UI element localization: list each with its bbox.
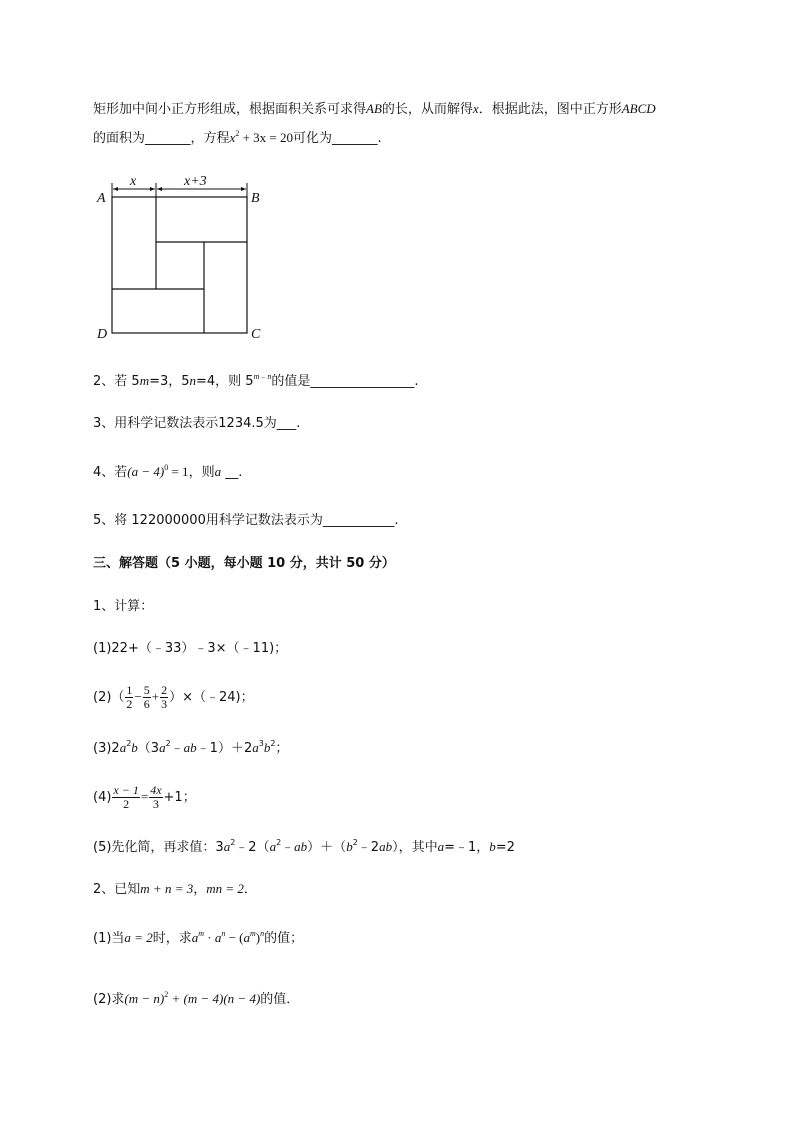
math-expression: + (m − 4)(n − 4) xyxy=(168,991,261,1006)
arrowhead xyxy=(113,187,118,191)
intro-line-1 xyxy=(93,100,656,119)
section-heading: 三、解答题（5 小题，每小题 10 分，共计 50 分） xyxy=(93,556,395,571)
part-text: 的值． xyxy=(260,992,300,1007)
math-ab: ab xyxy=(379,839,393,854)
denominator: 3 xyxy=(161,697,168,711)
math-x: x xyxy=(472,101,479,116)
q2-text: =3，5 xyxy=(149,374,190,389)
label-x: x xyxy=(130,174,137,189)
part-text: 2、已知 xyxy=(93,882,141,897)
part-text: ﹣2 xyxy=(357,840,380,855)
part-text: （3 xyxy=(137,741,160,756)
operator: + xyxy=(151,689,160,704)
math-b: b xyxy=(489,839,496,854)
problem-1-part-2 xyxy=(93,682,254,713)
intro-text: 矩形加中间小正方形组成，根据面积关系可求得 xyxy=(93,102,367,117)
math-condition: m + n = 3 xyxy=(140,881,194,896)
operator: · xyxy=(204,930,215,945)
math-ab: ab xyxy=(183,740,197,755)
math-a: a xyxy=(214,930,222,945)
problem-1-part-3 xyxy=(93,739,288,758)
outer-square xyxy=(112,197,247,333)
operator: − ( xyxy=(225,930,244,945)
exponent: 2 xyxy=(126,739,132,748)
exponent: n xyxy=(260,929,265,938)
part-text: ． xyxy=(243,882,257,897)
question-5: 5、将 122000000用科学记数法表示为___________. xyxy=(93,513,399,528)
part-text: ， xyxy=(193,882,207,897)
vertex-c: C xyxy=(251,327,261,342)
operator: = xyxy=(140,789,149,804)
math-expression: (m − n) xyxy=(124,991,165,1006)
vertex-d: D xyxy=(97,327,108,342)
fraction xyxy=(143,684,151,711)
math-ab: AB xyxy=(366,101,382,116)
answer-blank: _______ xyxy=(332,131,378,146)
q2-text: 的值是 xyxy=(271,374,311,389)
arrowhead xyxy=(150,187,155,191)
part-text: 的值； xyxy=(264,931,304,946)
intro-text: ．根据此法，图中正方形 xyxy=(478,102,622,117)
numerator: 4x xyxy=(150,783,162,797)
part-text: (2)求 xyxy=(93,992,125,1007)
math-n: n xyxy=(189,373,197,388)
math-a: a xyxy=(223,839,231,854)
numerator: 2 xyxy=(161,683,168,697)
denominator: 2 xyxy=(123,797,130,811)
problem-1-part-1: (1)22+（﹣33）﹣3×（﹣11)； xyxy=(93,641,288,656)
fraction xyxy=(125,684,133,711)
part-text: (5)先化简，再求值：3 xyxy=(93,840,224,855)
exponent: 2 xyxy=(276,838,282,847)
problem-1-part-4 xyxy=(93,782,196,813)
part-text: ）＋（ xyxy=(307,840,347,855)
operator: ) xyxy=(255,930,261,945)
math-a: a xyxy=(191,930,199,945)
question-2 xyxy=(93,372,419,391)
part-text: ； xyxy=(275,741,289,756)
math-b: b xyxy=(263,740,271,755)
math-abcd: ABCD xyxy=(621,101,656,116)
denominator: 2 xyxy=(126,697,133,711)
numerator: 1 xyxy=(126,683,133,697)
problem-2-part-2 xyxy=(93,990,299,1009)
square-figure xyxy=(90,170,270,345)
fraction xyxy=(160,684,168,711)
part-text: ﹣2（ xyxy=(235,840,270,855)
equation-text: + 3x = 20 xyxy=(239,130,293,145)
answer-blank: __. xyxy=(221,465,243,480)
intro-text: 的长，从而解得 xyxy=(381,102,473,117)
question-4 xyxy=(93,463,242,482)
problem-1-part-5 xyxy=(93,838,515,857)
intro-line-2 xyxy=(93,129,382,148)
part-text: (1)当 xyxy=(93,931,125,946)
exponent: m xyxy=(198,929,204,938)
part-text: (2)（ xyxy=(93,690,125,705)
part-text: 时，求 xyxy=(152,931,192,946)
q4-text: 4、若 xyxy=(93,465,128,480)
equation-text: = 1 xyxy=(168,464,189,479)
operator: − xyxy=(134,689,142,704)
denominator: 3 xyxy=(152,797,159,811)
math-m: m xyxy=(253,372,260,381)
math-n: n xyxy=(267,372,272,381)
part-text: ）×（﹣24)； xyxy=(169,690,254,705)
part-text: (3)2 xyxy=(93,741,120,756)
exponent: 2 xyxy=(230,838,236,847)
answer-blank: ________________. xyxy=(310,374,419,389)
part-text: =﹣1， xyxy=(444,840,490,855)
exponent: 0 xyxy=(164,463,169,472)
exponent: 2 xyxy=(164,990,169,999)
exponent: 2 xyxy=(165,739,171,748)
part-text: ），其中 xyxy=(392,840,438,855)
math-a: a xyxy=(159,740,166,755)
exponent: m xyxy=(250,929,256,938)
problem-2-part-1 xyxy=(93,929,303,948)
q4-text: ，则 xyxy=(188,465,215,480)
math-condition: mn = 2 xyxy=(206,881,244,896)
exponent: 3 xyxy=(258,739,264,748)
arrowhead xyxy=(157,187,162,191)
intro-text: ，方程 xyxy=(190,131,230,146)
numerator: 5 xyxy=(143,683,150,697)
part-text: =2 xyxy=(495,840,515,855)
intro-text: 的面积为 xyxy=(93,131,146,146)
math-b: b xyxy=(346,839,353,854)
math-x: x xyxy=(229,130,236,145)
question-3: 3、用科学记数法表示1234.5为___. xyxy=(93,416,301,431)
arrowhead xyxy=(241,187,246,191)
math-condition: a = 2 xyxy=(124,930,153,945)
math-expression: (a − 4) xyxy=(127,464,165,479)
q2-text: 2、若 5 xyxy=(93,374,140,389)
part-text: ﹣1）＋2 xyxy=(196,741,253,756)
label-x-plus-3: x+3 xyxy=(184,174,207,189)
vertex-b: B xyxy=(251,191,260,206)
exponent: 2 xyxy=(352,838,358,847)
q2-text: =4，则 5 xyxy=(196,374,254,389)
intro-text: 可化为 xyxy=(292,131,332,146)
part-text: +1； xyxy=(163,790,196,805)
problem-2-title xyxy=(93,880,257,899)
math-b: b xyxy=(131,740,138,755)
fraction xyxy=(149,784,162,811)
math-a: a xyxy=(252,740,259,755)
exponent: n xyxy=(221,929,226,938)
numerator: x − 1 xyxy=(113,783,139,797)
math-a: a xyxy=(437,839,445,854)
part-text: ﹣ xyxy=(281,840,295,855)
fraction xyxy=(112,784,139,811)
math-a: a xyxy=(269,839,277,854)
math-a: a xyxy=(243,930,251,945)
part-text: (4) xyxy=(93,790,112,805)
part-text: ﹣ xyxy=(170,741,184,756)
exponent: 2 xyxy=(270,739,276,748)
problem-1-title: 1、计算： xyxy=(93,599,154,614)
math-ab: ab xyxy=(294,839,308,854)
math-m: m xyxy=(139,373,150,388)
minus-sign: ﹣ xyxy=(259,372,268,381)
math-a: a xyxy=(214,464,222,479)
period: . xyxy=(377,131,382,146)
answer-blank: _______ xyxy=(145,131,191,146)
vertex-a: A xyxy=(97,191,106,206)
denominator: 6 xyxy=(143,697,150,711)
math-a: a xyxy=(119,740,127,755)
exponent: 2 xyxy=(235,129,240,138)
